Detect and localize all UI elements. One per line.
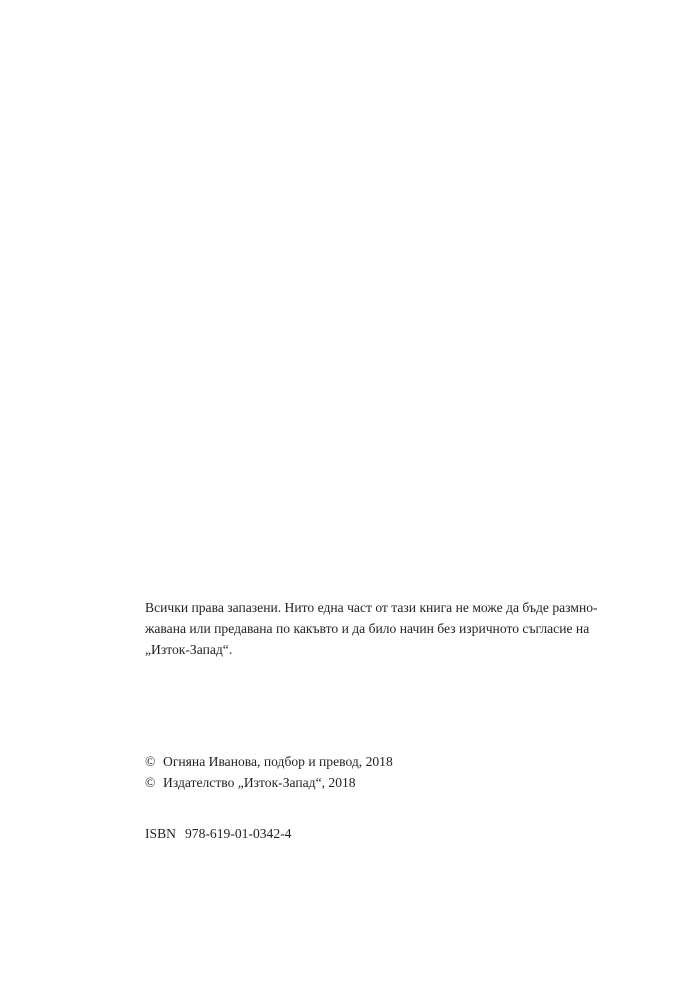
copyright-publisher — [145, 772, 625, 793]
copyright-text: Издателство „Изток-Запад“, 2018 — [163, 775, 356, 790]
isbn-number: 978-619-01-0342-4 — [184, 826, 292, 841]
rights-notice-line: „Изток-Запад“. — [145, 642, 233, 657]
rights-notice-line: жавана или предавана по какъвто и да било начин без изричното съгласие на — [145, 621, 590, 636]
copyright-translator — [145, 751, 625, 772]
copyright-text: Огняна Иванова, подбор и превод, 2018 — [163, 754, 393, 769]
isbn-label: ISBN — [145, 826, 176, 841]
copyright-symbol: © — [145, 754, 156, 769]
rights-notice-line: Всички права запазени. Нито една част от тази книга не може да бъде размно- — [145, 600, 598, 615]
copyright-symbol: © — [145, 775, 156, 790]
rights-notice — [145, 597, 625, 660]
isbn-line — [145, 823, 625, 844]
copyright-list — [145, 751, 625, 793]
